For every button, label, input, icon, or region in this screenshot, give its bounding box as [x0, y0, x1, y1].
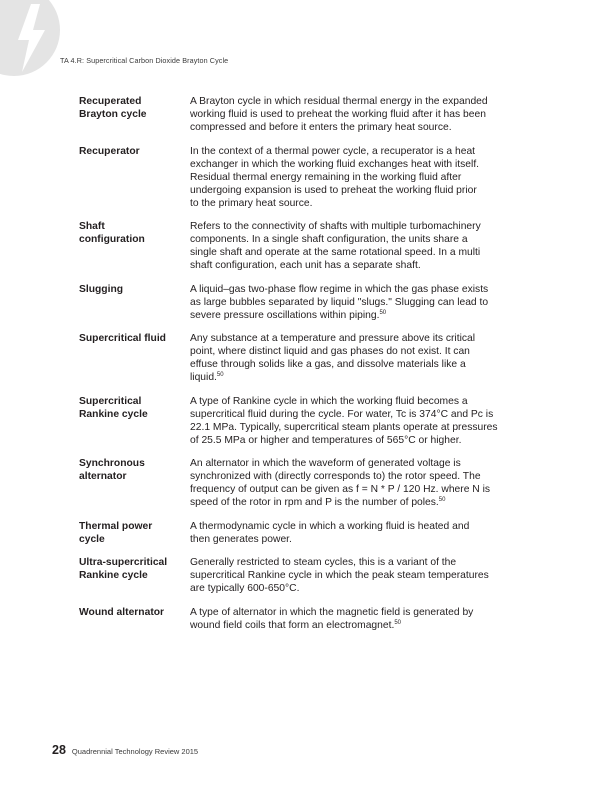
glossary-term: Wound alternator [79, 606, 165, 618]
glossary-term: Slugging [79, 283, 124, 295]
glossary-term: Shaft configuration [79, 221, 145, 245]
glossary-term: Synchronous alternator [79, 458, 145, 482]
glossary-definition [190, 332, 539, 384]
definition-text: In the context of a thermal power cycle, a recuperator is a heat exchanger in which the working fluid exchanges heat with itself. Residual thermal energy remaining in the working fluid after undergoing expansion is used to preheat the working fluid prior to the primary heat source. [190, 145, 480, 209]
glossary-entry [79, 457, 539, 509]
footnote-ref: 50 [379, 309, 387, 316]
glossary-list [79, 95, 539, 642]
definition-text: Any substance at a temperature and pressure above its critical point, where distinct liquid and gas phases do not exist. It can effuse through solids like a gas, and dissolve materials like a liquid. [190, 333, 476, 383]
definition-text: Refers to the connectivity of shafts with multiple turbomachinery components. In a single shaft configuration, the units share a single shaft and operate at the same rotational speed. In a multi shaft configuration, each unit has a separate shaft. [190, 221, 481, 271]
definition-text: A type of alternator in which the magnetic field is generated by wound field coils that form an electromagnet. [190, 606, 474, 631]
glossary-definition [190, 395, 539, 447]
glossary-term: Recuperated Brayton cycle [79, 96, 147, 120]
glossary-definition [190, 95, 539, 134]
glossary-entry [79, 520, 539, 546]
glossary-definition [190, 457, 539, 509]
footnote-ref: 50 [216, 372, 224, 378]
glossary-definition [190, 556, 539, 595]
glossary-definition [190, 283, 539, 322]
definition-text: A liquid–gas two-phase flow regime in which the gas phase exists as large bubbles separated by liquid "slugs." Slugging can lead to severe pressure oscillations within piping. [190, 283, 489, 321]
glossary-entry [79, 145, 539, 210]
footnote-ref: 50 [394, 619, 402, 626]
glossary-entry [79, 332, 539, 384]
glossary-definition [190, 520, 539, 546]
running-header: TA 4.R: Supercritical Carbon Dioxide Brayton Cycle [60, 56, 229, 65]
page-footer [52, 743, 198, 757]
definition-text: A type of Rankine cycle in which the working fluid becomes a supercritical fluid during the cycle. For water, Tc is 374°C and Pc is 22.1 MPa. Typically, supercritical steam plants operate at pressures of 25.5 MPa or higher and temperatures of 565°C or higher. [190, 395, 498, 446]
glossary-entry [79, 556, 539, 595]
definition-text: Generally restricted to steam cycles, this is a variant of the supercritical Rankine cycle in which the peak steam temperatures are typically 600-650°C. [190, 557, 489, 594]
glossary-definition [190, 220, 539, 272]
glossary-definition [190, 145, 539, 210]
glossary-term: Recuperator [79, 145, 140, 157]
definition-text: An alternator in which the waveform of generated voltage is synchronized with (directly corresponds to) the rotor speed. The frequency of output can be given as f = N * P / 120 Hz. where N is speed of the rotor in rpm and P is the number of poles. [190, 458, 491, 508]
glossary-term: Supercritical fluid [79, 333, 166, 344]
glossary-entry [79, 95, 539, 134]
glossary-term: Supercritical Rankine cycle [79, 395, 148, 420]
definition-text: A thermodynamic cycle in which a working fluid is heated and then generates power. [190, 520, 470, 545]
glossary-entry [79, 395, 539, 447]
definition-text: A Brayton cycle in which residual thermal energy in the expanded working fluid is used to preheat the working fluid after it has been compressed and before it enters the primary heat source. [190, 96, 488, 133]
glossary-entry [79, 606, 539, 632]
lightning-bolt-icon [0, 0, 60, 80]
glossary-entry [79, 220, 539, 272]
page-number: 28 [52, 743, 66, 757]
footnote-ref: 50 [438, 497, 446, 503]
glossary-entry [79, 283, 539, 322]
footer-title: Quadrennial Technology Review 2015 [71, 747, 199, 756]
glossary-term: Thermal power cycle [79, 520, 153, 545]
glossary-definition [190, 606, 539, 632]
glossary-term: Ultra-supercritical Rankine cycle [79, 557, 168, 581]
